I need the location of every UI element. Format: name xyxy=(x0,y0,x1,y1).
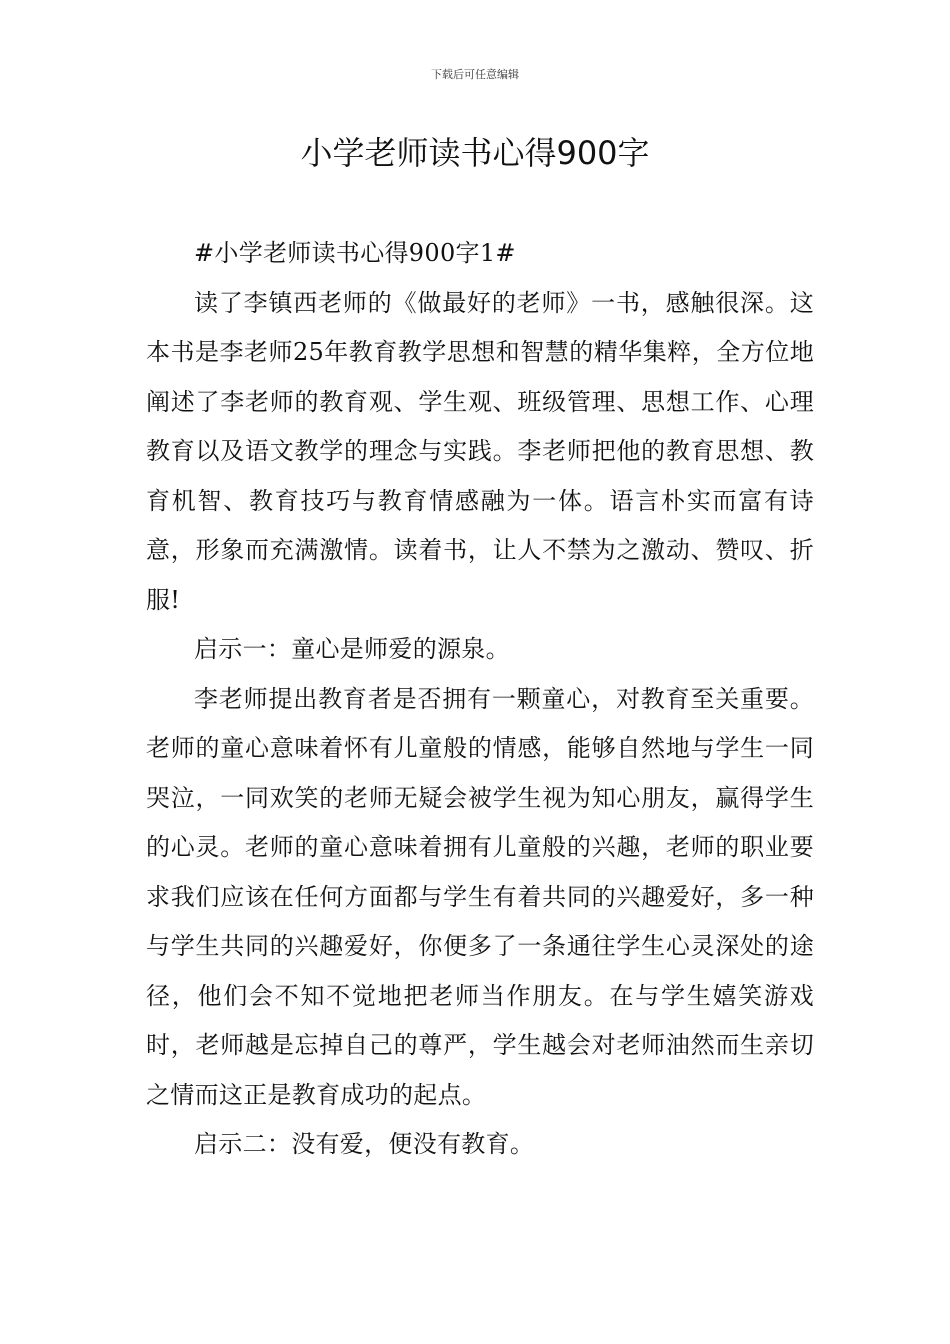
section-heading: #小学老师读书心得900字1# xyxy=(194,239,516,267)
insight-heading-1: 启示一：童心是师爱的源泉。 xyxy=(194,635,510,663)
insight-heading-2: 启示二：没有爱，便没有教育。 xyxy=(194,1130,535,1158)
body-paragraph-childlike-heart: 李老师提出教育者是否拥有一颗童心，对教育至关重要。老师的童心意味着怀有儿童般的情感，能够自然地与学生一同哭泣，一同欢笑的老师无疑会被学生视为知心朋友，赢得学生的心灵。老师的童心意味着拥有儿童般的兴趣，老师的职业要求我们应该在任何方面都与学生有着共同的兴趣爱好，多一种与学生共同的兴趣爱好，你便多了一条通往学生心灵深处的途径，他们会不知不觉地把老师当作朋友。在与学生嬉笑游戏时，老师越是忘掉自己的尊严，学生越会对老师油然而生亲切之情而这正是教育成功的起点。 xyxy=(146,684,814,1109)
page-header-note: 下载后可任意编辑 xyxy=(431,68,519,81)
document-body xyxy=(146,229,814,1170)
document-title: 小学老师读书心得900字 xyxy=(300,134,650,172)
body-paragraph-intro: 读了李镇西老师的《做最好的老师》一书，感触很深。这本书是李老师25年教育教学思想和智慧的精华集粹，全方位地阐述了李老师的教育观、学生观、班级管理、思想工作、心理教育以及语文教学的理念与实践。李老师把他的教育思想、教育机智、教育技巧与教育情感融为一体。语言朴实而富有诗意，形象而充满激情。读着书，让人不禁为之激动、赞叹、折服! xyxy=(146,288,814,614)
